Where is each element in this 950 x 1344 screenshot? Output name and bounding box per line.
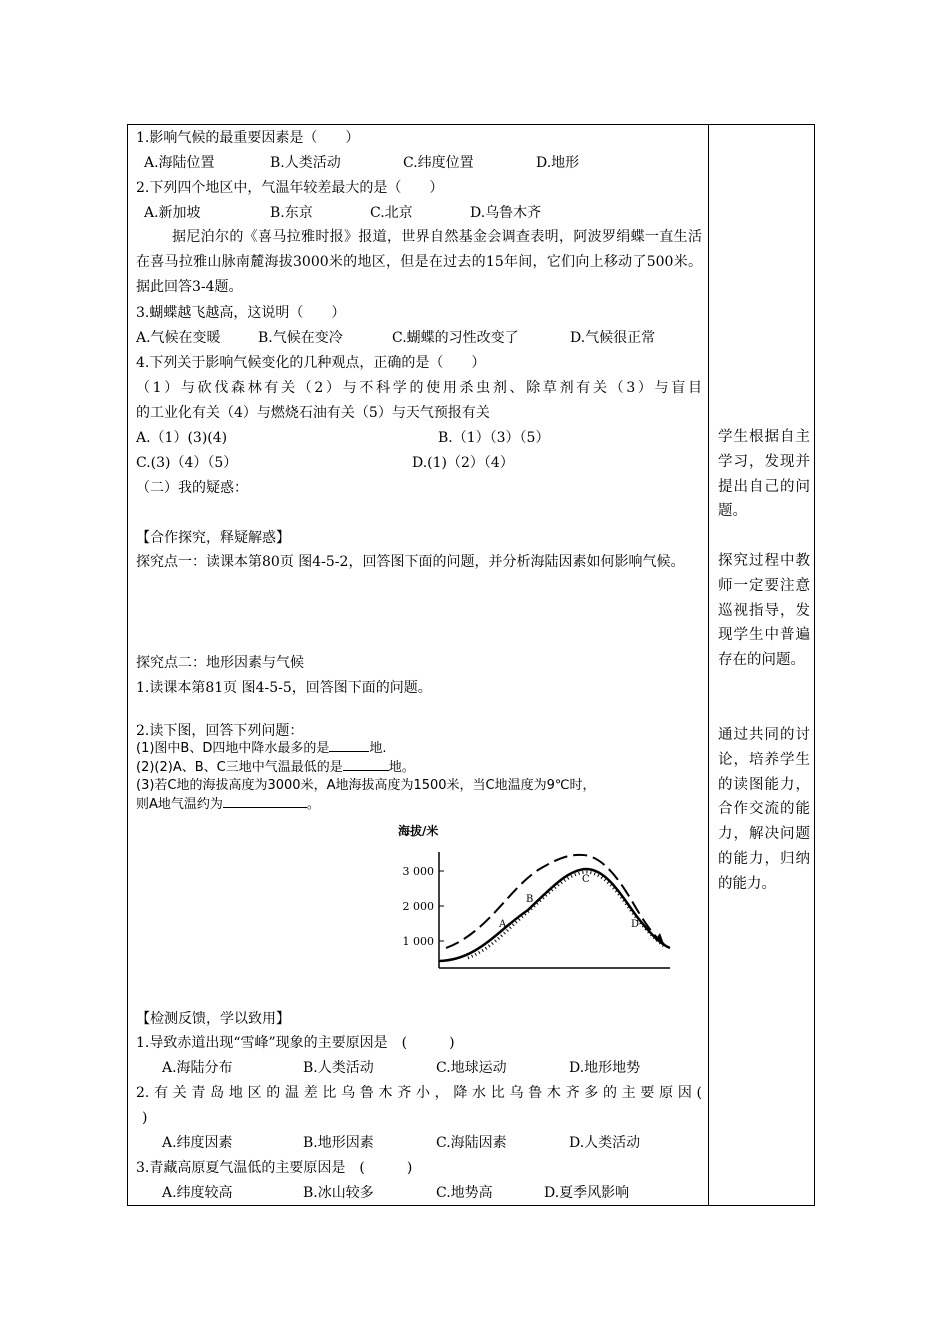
q4-option-c: C.(3)（4）（5） — [136, 455, 238, 471]
test-q1-option-c: C.地球运动 — [436, 1060, 507, 1076]
test-question-3: 3.青藏高原夏气温低的主要原因是 ( ) — [136, 1160, 413, 1176]
worksheet-table — [127, 124, 815, 1206]
tick-label-3000: 3 000 — [402, 865, 434, 878]
explore-point-1: 探究点一：读课本第80页 图4-5-2，回答图下面的问题，并分析海陆因素如何影响气候。 — [136, 554, 685, 570]
test-q1-option-b: B.人类活动 — [303, 1060, 374, 1076]
q4-option-b: B.（1）（3）（5） — [438, 430, 550, 446]
tick-label-1000: 1 000 — [402, 935, 434, 948]
answer-blank-3[interactable] — [223, 795, 307, 808]
teacher-note-1: 学生根据自主学习，发现并提出自己的问题。 — [718, 429, 810, 520]
point-b-label: B — [526, 894, 534, 905]
point-c-label: C — [582, 874, 590, 885]
q1-option-c: C.纬度位置 — [403, 155, 474, 171]
q2-option-c: C.北京 — [370, 205, 413, 221]
test-q1-option-d: D.地形地势 — [569, 1060, 641, 1076]
question-2: 2.下列四个地区中，气温年较差最大的是（ ） — [136, 180, 444, 196]
explore-point-2-question-1: 1.读课本第81页 图4-5-5，回答图下面的问题。 — [136, 680, 432, 696]
question-4: 4.下列关于影响气候变化的几种观点，正确的是（ ） — [136, 355, 486, 371]
sub-question-3-tail: 。 — [306, 797, 320, 812]
q2-option-a: A.新加坡 — [144, 205, 201, 221]
answer-blank-2[interactable] — [343, 758, 389, 771]
q2-option-b: B.东京 — [270, 205, 313, 221]
point-a-label: A — [499, 919, 507, 930]
sub-question-2 — [136, 758, 415, 778]
test-question-2: 2.有关青岛地区的温差比乌鲁木齐小，降水比乌鲁木齐多的主要原因( — [136, 1085, 702, 1101]
explore-point-2-question-2: 2.读下图，回答下列问题： — [136, 723, 304, 739]
q2-option-d: D.乌鲁木齐 — [470, 205, 542, 221]
my-doubts-heading: （二）我的疑惑： — [136, 480, 248, 496]
point-d-label: D — [631, 919, 640, 930]
q1-option-d: D.地形 — [536, 155, 580, 171]
sub-question-1-tail: 地. — [369, 741, 387, 756]
test-q2-option-b: B.地形因素 — [303, 1135, 374, 1151]
q3-option-b: B.气候在变冷 — [258, 330, 343, 346]
sub-question-1 — [136, 739, 386, 759]
test-q1-option-a: A.海陆分布 — [162, 1060, 233, 1076]
sub-question-3-text: 则A地气温约为 — [136, 797, 223, 812]
sub-question-2-tail: 地。 — [388, 760, 415, 775]
test-question-2-tail: ) — [142, 1110, 148, 1126]
q4-statement-line-2: 的工业化有关（4）与燃烧石油有关（5）与天气预报有关 — [136, 405, 490, 421]
tick-label-2000: 2 000 — [402, 900, 434, 913]
explore-heading: 【合作探究，释疑解惑】 — [136, 530, 290, 546]
diagram-ylabel: 海拔/米 — [398, 824, 439, 838]
column-divider — [708, 125, 709, 1205]
q4-option-a: A.（1）(3)(4) — [136, 430, 228, 446]
teacher-note-3: 通过共同的讨论，培养学生的读图能力，合作交流的能力，解决问题的能力，归纳的能力。 — [718, 727, 810, 892]
test-q3-option-a: A.纬度较高 — [162, 1185, 233, 1201]
sub-question-1-text: (1)图中B、D四地中降水最多的是 — [136, 741, 330, 756]
elevation-diagram — [398, 820, 678, 982]
q3-option-c: C.蝴蝶的习性改变了 — [392, 330, 519, 346]
test-q2-option-d: D.人类活动 — [569, 1135, 641, 1151]
test-q3-option-b: B.冰山较多 — [303, 1185, 374, 1201]
sub-question-3-line-2 — [136, 795, 320, 815]
q4-statement-line-1: （1）与砍伐森林有关（2）与不科学的使用杀虫剂、除草剂有关（3）与盲目 — [136, 380, 702, 396]
reading-passage: 据尼泊尔的《喜马拉雅时报》报道，世界自然基金会调查表明，阿波罗绢蝶一直生活在喜马拉雅山脉南麓海拔3000米的地区，但是在过去的15年间，它们向上移动了500米。据此回答3-4题。 — [136, 229, 702, 295]
test-question-1: 1.导致赤道出现“雪峰”现象的主要原因是 ( ) — [136, 1035, 455, 1051]
test-q3-option-c: C.地势高 — [436, 1185, 493, 1201]
test-heading: 【检测反馈，学以致用】 — [136, 1011, 290, 1027]
answer-blank-1[interactable] — [329, 739, 369, 752]
explore-point-2: 探究点二：地形因素与气候 — [136, 655, 304, 671]
q1-option-b: B.人类活动 — [270, 155, 341, 171]
question-3: 3.蝴蝶越飞越高，这说明（ ） — [136, 305, 346, 321]
sub-question-2-text: (2)(2)A、B、C三地中气温最低的是 — [136, 760, 343, 775]
question-1: 1.影响气候的最重要因素是（ ） — [136, 130, 360, 146]
test-q2-option-a: A.纬度因素 — [162, 1135, 233, 1151]
sub-question-3: (3)若C地的海拔高度为3000米，A地海拔高度为1500米，当C地温度为9℃时， — [136, 778, 596, 793]
test-q3-option-d: D.夏季风影响 — [544, 1185, 630, 1201]
q3-option-a: A.气候在变暖 — [136, 330, 221, 346]
q1-option-a: A.海陆位置 — [144, 155, 215, 171]
teacher-note-2: 探究过程中教师一定要注意巡视指导，发现学生中普遍存在的问题。 — [718, 553, 810, 669]
q4-option-d: D.(1)（2）（4） — [412, 455, 514, 471]
test-q2-option-c: C.海陆因素 — [436, 1135, 507, 1151]
q3-option-d: D.气候很正常 — [570, 330, 656, 346]
